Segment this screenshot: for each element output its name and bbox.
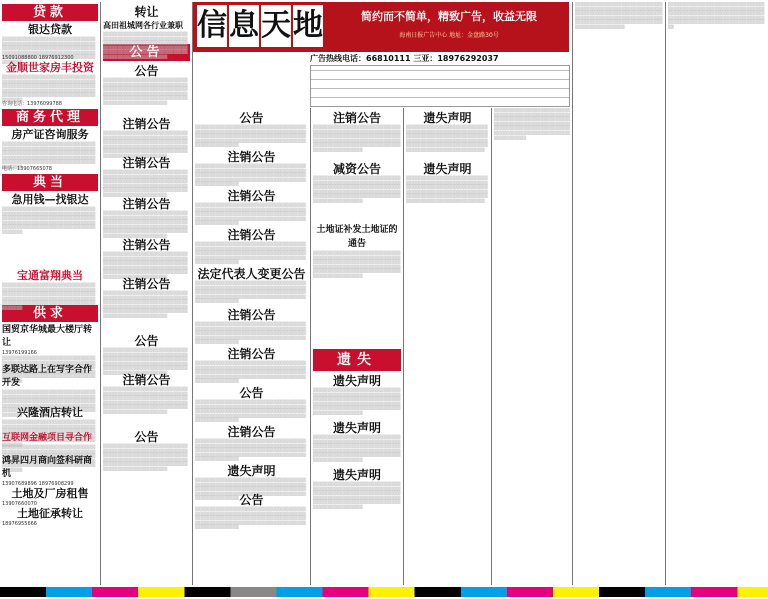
notice-heading: 注销公告 <box>227 347 276 361</box>
column-divider <box>310 108 311 585</box>
notice-heading: 注销公告 <box>227 228 276 242</box>
notice-heading: 注销公告 <box>122 197 171 211</box>
ad-phone: 咨询电话：13976099788 <box>2 101 62 107</box>
notice-heading: 注销公告 <box>122 117 171 131</box>
notice-body <box>195 478 308 490</box>
ad-body-text <box>2 142 98 166</box>
notice-body <box>494 108 570 578</box>
notice-body <box>103 252 190 274</box>
ad-phone: 电话：13907665078 <box>2 166 52 172</box>
ad-title: 银达贷款 <box>28 23 72 36</box>
notice-body <box>103 291 190 331</box>
section-bar-pawn: 典当 <box>2 174 98 191</box>
notice-body <box>195 164 308 186</box>
section-bar-notice: 公告 <box>103 44 190 61</box>
section-bar-supply: 供求 <box>2 305 98 322</box>
ad-body-text <box>2 283 98 303</box>
notice-body <box>313 435 401 465</box>
banner-address: 海南日报广告中心 地址：金盘路30号 <box>399 32 499 39</box>
notice-heading: 注销公告 <box>122 277 171 291</box>
ad-title: 土地征承转让 <box>17 507 83 520</box>
column-divider <box>572 2 573 585</box>
banner-char: 息 <box>229 5 259 47</box>
ad-body-text <box>2 356 98 364</box>
notice-heading: 遗失声明 <box>423 111 472 125</box>
ad-title: 国贸京华城最大楼厅转让 <box>2 325 93 348</box>
banner-slogan: 简约而不简单，精致广告，收益无限 <box>361 10 537 23</box>
notice-heading: 公告 <box>239 111 264 125</box>
notice-heading: 减资公告 <box>332 162 381 176</box>
notice-body <box>103 387 190 427</box>
notice-heading: 公告 <box>134 430 159 444</box>
ad-phone: 18976955666 <box>2 521 37 527</box>
ad-phone: 13907689896 18976908299 <box>2 481 74 487</box>
column-divider <box>100 2 101 585</box>
notice-body <box>103 170 190 194</box>
notice-heading: 公告 <box>239 493 264 507</box>
notice-body <box>103 444 190 504</box>
notice-heading: 注销公告 <box>227 150 276 164</box>
notice-body <box>195 361 308 383</box>
ad-body-text <box>2 37 98 55</box>
notice-heading: 注销公告 <box>122 373 171 387</box>
notice-heading: 注销公告 <box>227 189 276 203</box>
notices-column-2 <box>103 2 190 585</box>
notices-column-5 <box>406 108 489 585</box>
notice-body <box>103 131 190 153</box>
banner-char: 信 <box>197 5 227 47</box>
ad-body-text <box>2 207 98 269</box>
notice-heading: 遗失声明 <box>332 421 381 435</box>
notice-body <box>313 388 401 418</box>
ad-title: 互联网金融项目寻合作 <box>2 433 93 443</box>
ad-phone: 13907660070 <box>2 501 37 507</box>
notice-body <box>195 242 308 264</box>
notice-heading: 遗失声明 <box>227 464 276 478</box>
ad-body-text <box>2 75 98 101</box>
ad-title: 土地及厂房租售 <box>11 487 89 500</box>
section-bar-business: 商务代理 <box>2 109 98 126</box>
ad-title: 高田祖城网各行业兼职 <box>103 21 183 30</box>
notice-body <box>575 2 663 582</box>
notice-body <box>313 251 401 347</box>
notice-heading: 遗失声明 <box>423 162 472 176</box>
notices-column-7 <box>575 2 663 585</box>
ad-title: 金顺世家房丰投资 <box>6 61 94 74</box>
notice-body <box>103 32 190 42</box>
notice-body <box>313 125 401 159</box>
ad-body-text <box>2 445 98 455</box>
column-divider <box>192 2 193 585</box>
notice-body <box>195 439 308 461</box>
notice-body <box>313 482 401 522</box>
notices-column-6 <box>494 108 570 585</box>
notice-body <box>406 176 489 536</box>
notice-heading: 注销公告 <box>227 425 276 439</box>
ad-title: 多联达路上在写字合作开发 <box>2 365 93 388</box>
notice-heading: 公告 <box>134 334 159 348</box>
section-bar-loan: 贷款 <box>2 4 98 21</box>
notice-heading: 遗失声明 <box>332 374 381 388</box>
ad-title: 急用钱—找银达 <box>11 193 89 206</box>
section-bar-lost: 遗失 <box>313 349 401 371</box>
ad-title: 鸿昇四月商向签科研商机 <box>2 456 93 479</box>
ad-phone: 15091088800 18976912300 <box>2 55 74 61</box>
notice-heading: 注销公告 <box>122 156 171 170</box>
notice-body <box>195 322 308 344</box>
color-calibration-strip <box>0 587 768 597</box>
ad-body-text <box>2 390 98 406</box>
notice-heading: 公告 <box>134 64 159 78</box>
banner-rate-table <box>310 65 570 107</box>
banner-char: 天 <box>261 5 291 47</box>
notices-column-8 <box>668 2 766 585</box>
notice-body <box>195 400 308 422</box>
notice-heading: 注销公告 <box>227 308 276 322</box>
notice-body <box>406 125 489 159</box>
notice-body <box>103 211 190 235</box>
notice-heading: 注销公告 <box>332 111 381 125</box>
ad-title: 房产证咨询服务 <box>11 128 89 141</box>
column-divider <box>491 108 492 585</box>
ad-phone: 13976199166 <box>2 350 37 356</box>
column-divider <box>403 108 404 585</box>
notice-heading: 法定代表人变更公告 <box>197 267 306 281</box>
column-divider <box>665 2 666 585</box>
notice-body <box>313 176 401 220</box>
info-banner <box>193 2 569 52</box>
banner-char: 地 <box>293 5 323 47</box>
notice-body <box>668 2 766 582</box>
ad-title: 兴隆酒店转让 <box>17 406 83 419</box>
notice-heading: 转让 <box>134 5 159 19</box>
notice-heading: 公告 <box>239 386 264 400</box>
notice-body <box>103 348 190 370</box>
notice-body <box>195 203 308 225</box>
notice-heading: 土地证补发土地证的通告 <box>316 225 398 249</box>
notice-body <box>195 281 308 305</box>
notice-heading: 遗失声明 <box>332 468 381 482</box>
notice-body <box>195 125 308 147</box>
banner-hotline: 广告热线电话：66810111 三亚：18976292037 <box>310 54 499 63</box>
left-classifieds-column <box>2 2 98 585</box>
notice-body <box>195 507 308 547</box>
notices-column-3 <box>195 108 308 585</box>
notice-body <box>103 78 190 114</box>
ad-body-text <box>2 420 98 432</box>
notices-column-4 <box>313 108 401 585</box>
ad-title: 宝通富翔典当 <box>17 269 83 282</box>
notice-heading: 注销公告 <box>122 238 171 252</box>
